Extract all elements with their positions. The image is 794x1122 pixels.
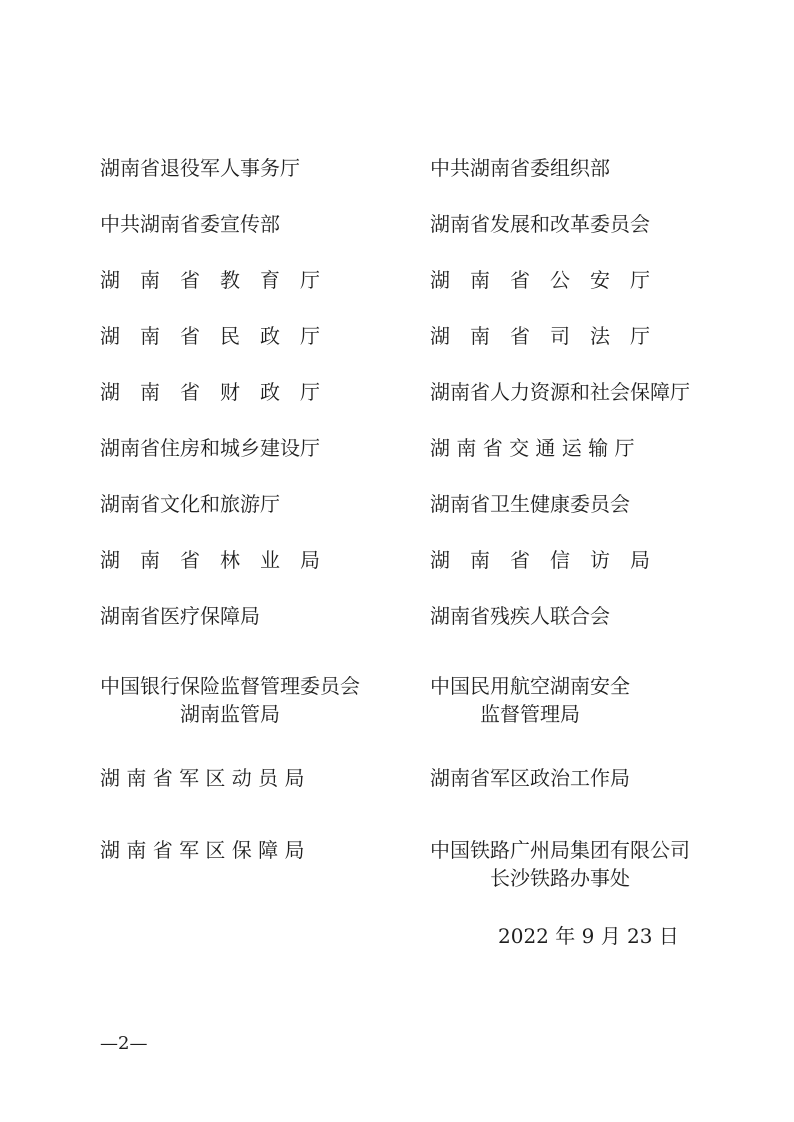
org-banking-insurance-line2: 湖南监管局 [180, 702, 280, 726]
org-civil-aviation-line2: 监督管理局 [480, 702, 580, 726]
org-public-security-department: 湖 南 省 公 安 厅 [430, 268, 650, 292]
org-organization-department: 中共湖南省委组织部 [430, 156, 610, 180]
document-date: 2022 年 9 月 23 日 [498, 924, 679, 948]
org-publicity-department: 中共湖南省委宣传部 [100, 212, 280, 236]
org-transportation-department: 湖 南 省 交 通 运 输 厅 [430, 436, 635, 460]
org-culture-tourism-department: 湖南省文化和旅游厅 [100, 492, 280, 516]
org-military-support-bureau: 湖 南 省 军 区 保 障 局 [100, 838, 305, 862]
org-railway-changsha-office [430, 836, 690, 892]
org-banking-insurance-regulatory [100, 672, 360, 728]
org-retired-military-affairs: 湖南省退役军人事务厅 [100, 156, 300, 180]
org-disabled-persons-federation: 湖南省残疾人联合会 [430, 604, 610, 628]
org-military-mobilization-bureau: 湖 南 省 军 区 动 员 局 [100, 766, 305, 790]
org-railway-line1: 中国铁路广州局集团有限公司 [430, 838, 690, 862]
org-justice-department: 湖 南 省 司 法 厅 [430, 324, 650, 348]
org-human-resources-social-security: 湖南省人力资源和社会保障厅 [430, 380, 690, 404]
org-petition-bureau: 湖 南 省 信 访 局 [430, 548, 650, 572]
org-civil-affairs-department: 湖 南 省 民 政 厅 [100, 324, 320, 348]
org-medical-security-bureau: 湖南省医疗保障局 [100, 604, 260, 628]
org-health-commission: 湖南省卫生健康委员会 [430, 492, 630, 516]
org-forestry-bureau: 湖 南 省 林 业 局 [100, 548, 320, 572]
org-railway-line2: 长沙铁路办事处 [490, 866, 630, 890]
org-education-department: 湖 南 省 教 育 厅 [100, 268, 320, 292]
org-finance-department: 湖 南 省 财 政 厅 [100, 380, 320, 404]
org-civil-aviation-safety [430, 672, 630, 728]
page-number: —2— [100, 1033, 148, 1054]
org-military-political-work-bureau: 湖南省军区政治工作局 [430, 766, 630, 790]
org-banking-insurance-line1: 中国银行保险监督管理委员会 [100, 674, 360, 698]
org-housing-urban-rural-construction: 湖南省住房和城乡建设厅 [100, 436, 320, 460]
org-development-reform-commission: 湖南省发展和改革委员会 [430, 212, 650, 236]
org-civil-aviation-line1: 中国民用航空湖南安全 [430, 674, 630, 698]
